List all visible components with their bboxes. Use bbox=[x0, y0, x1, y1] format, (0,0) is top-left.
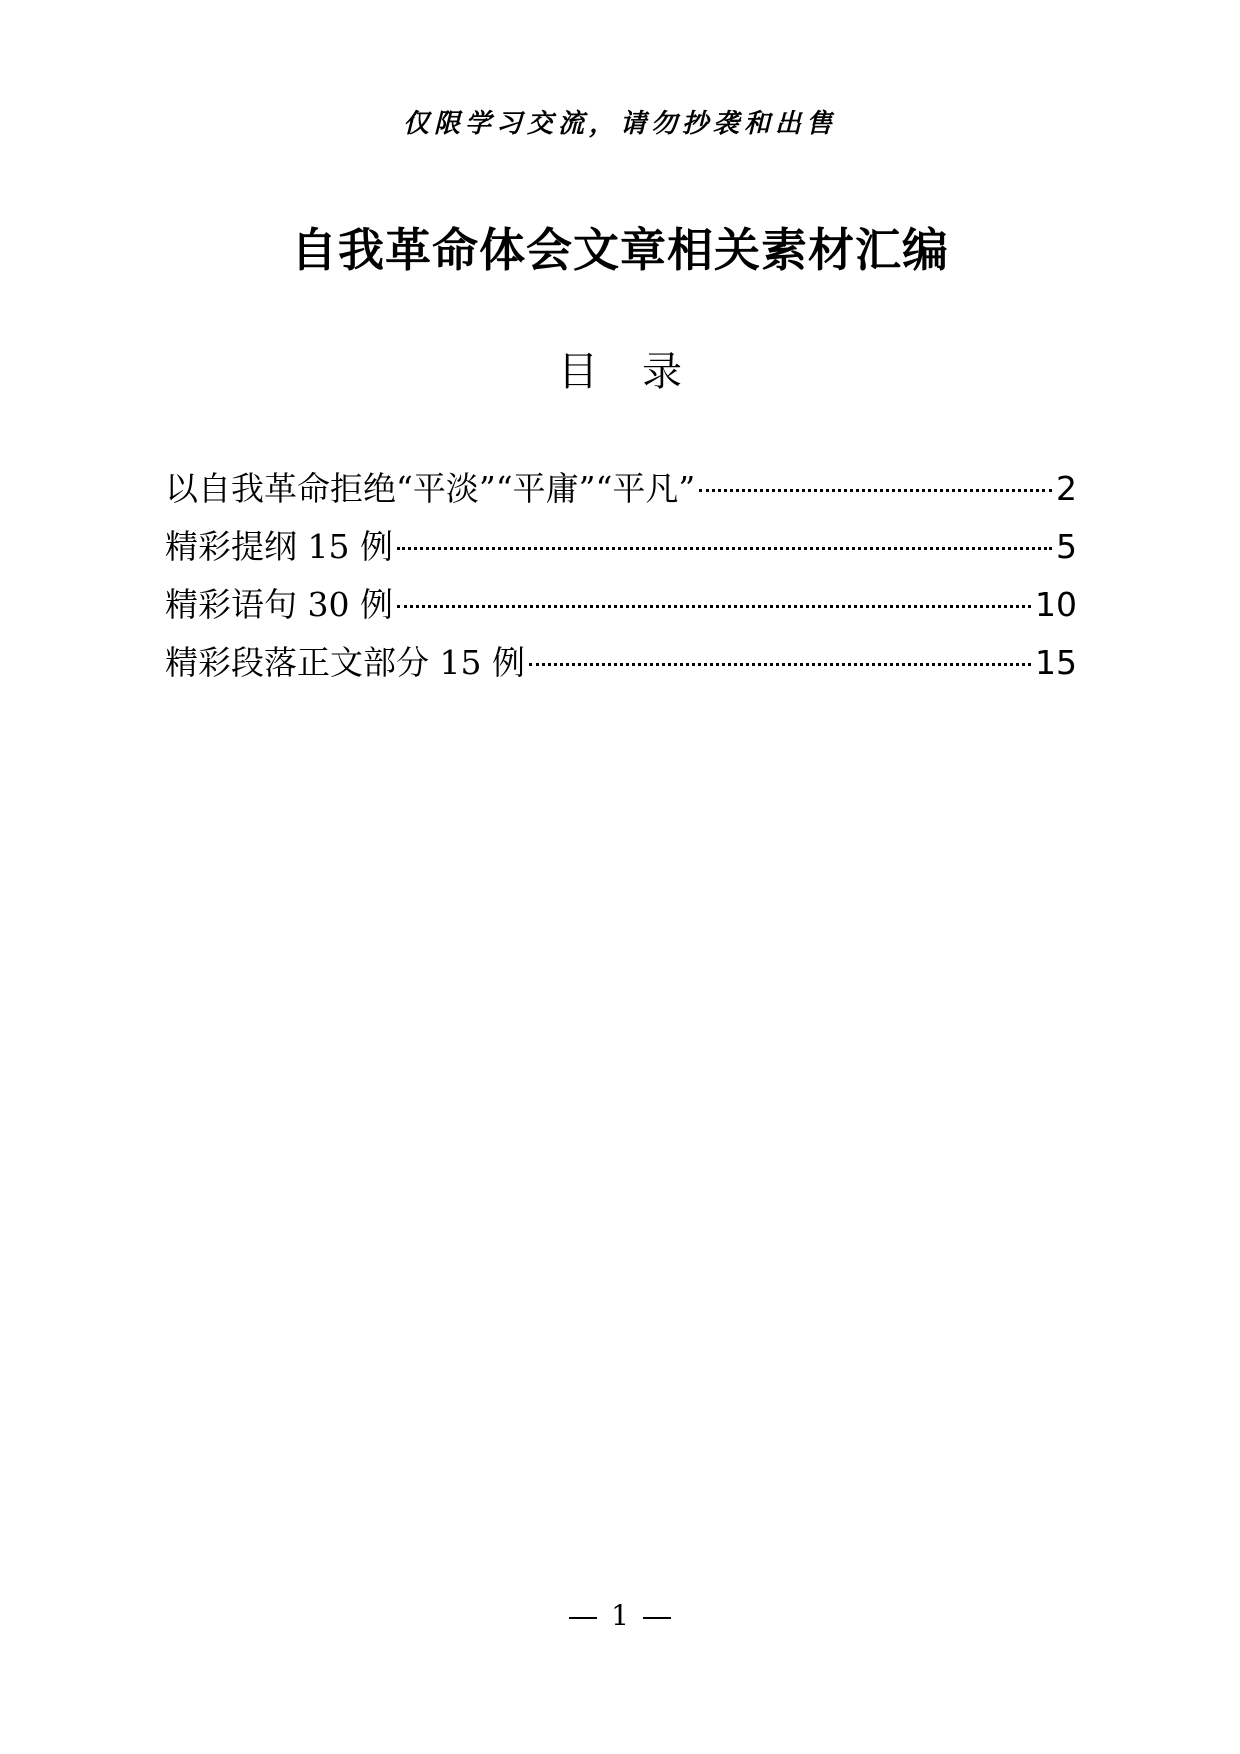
toc-dot-leader bbox=[397, 547, 1052, 550]
toc-entry-label: 精彩语句 30 例 bbox=[165, 585, 393, 624]
footer-dash-right bbox=[643, 1617, 671, 1619]
toc-entry-page: 2 bbox=[1056, 469, 1077, 508]
toc-dot-leader bbox=[397, 605, 1031, 608]
toc-heading-first-char: 目 bbox=[558, 349, 598, 395]
toc-entry-label: 精彩提纲 15 例 bbox=[165, 527, 393, 566]
toc-dot-leader bbox=[529, 663, 1031, 666]
page-footer bbox=[0, 1596, 1240, 1636]
toc-entry-4[interactable] bbox=[165, 634, 1077, 692]
toc-entry-2[interactable] bbox=[165, 518, 1077, 576]
toc-entry-1[interactable] bbox=[165, 460, 1077, 518]
toc-entry-page: 15 bbox=[1035, 643, 1077, 682]
table-of-contents bbox=[165, 460, 1077, 692]
header-note: 仅限学习交流，请勿抄袭和出售 bbox=[402, 109, 837, 139]
toc-dot-leader bbox=[699, 489, 1052, 492]
footer-dash-left bbox=[569, 1617, 597, 1619]
page-number: 1 bbox=[611, 1599, 629, 1632]
toc-entry-label: 精彩段落正文部分 15 例 bbox=[165, 643, 525, 682]
toc-entry-page: 10 bbox=[1035, 585, 1077, 624]
toc-entry-label: 以自我革命拒绝“平淡”“平庸”“平凡” bbox=[165, 469, 696, 508]
toc-heading bbox=[0, 344, 1240, 400]
toc-entry-3[interactable] bbox=[165, 576, 1077, 634]
toc-entry-page: 5 bbox=[1056, 527, 1077, 566]
toc-heading-second-char: 录 bbox=[642, 349, 682, 395]
document-title: 自我革命体会文章相关素材汇编 bbox=[291, 223, 949, 277]
